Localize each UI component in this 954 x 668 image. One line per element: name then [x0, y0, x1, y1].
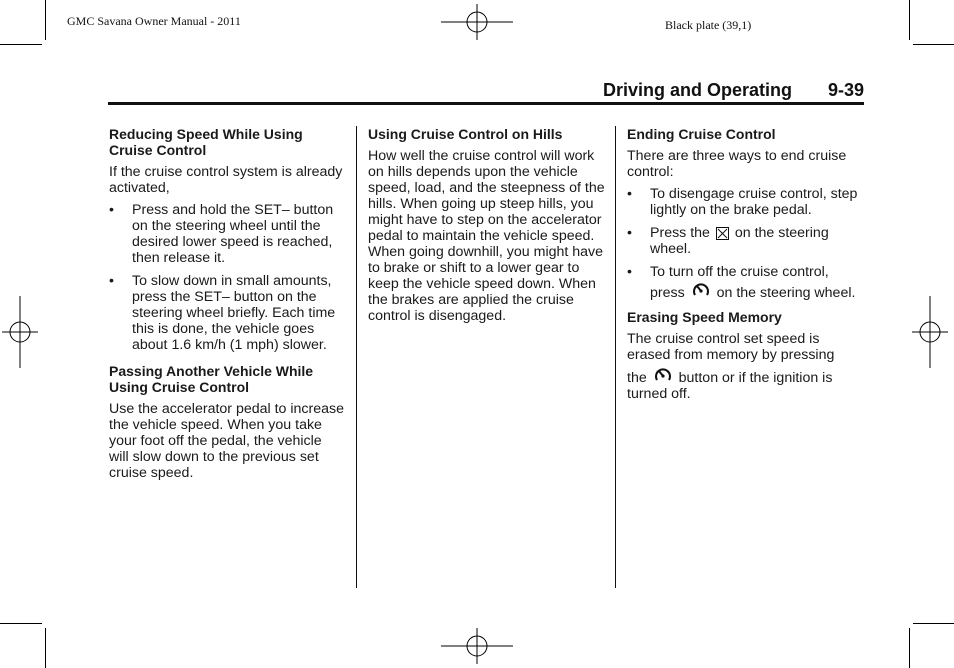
- registration-mark-icon: [441, 4, 513, 40]
- column-1: [109, 126, 345, 487]
- heading-reducing-speed: Reducing Speed While Using Cruise Control: [109, 126, 303, 158]
- cancel-x-icon: [716, 227, 729, 240]
- registration-mark-icon: [912, 296, 948, 368]
- plate-label: Black plate (39,1): [665, 18, 752, 32]
- heading-ending-cruise: Ending Cruise Control: [627, 126, 776, 142]
- crop-mark: [913, 44, 954, 45]
- bullet-list: [627, 186, 865, 301]
- heading-erasing-memory: Erasing Speed Memory: [627, 309, 782, 325]
- cruise-speedometer-icon: [653, 365, 673, 385]
- list-item: • To slow down in small amounts, press the SET– button on the steering wheel briefly. Each time this is done, the vehicle goes about 1.6 km/h (1 mph) slower.: [109, 273, 345, 353]
- column-divider: [615, 126, 616, 588]
- paragraph: [627, 365, 865, 402]
- cruise-speedometer-icon: [691, 280, 711, 300]
- page-number: 9-39: [828, 80, 865, 100]
- registration-mark-icon: [2, 296, 38, 368]
- registration-mark-icon: [441, 628, 513, 664]
- column-3: [627, 126, 865, 408]
- paragraph: Use the accelerator pedal to increase the vehicle speed. When you take your foot off the pedal, the vehicle will slow down to the previous set cruise speed.: [109, 401, 345, 481]
- document-title: GMC Savana Owner Manual - 2011: [67, 14, 241, 28]
- crop-mark: [45, 0, 46, 40]
- text-fragment: To turn off the cruise control, press: [650, 264, 829, 301]
- column-2: [368, 126, 606, 330]
- section-title: Driving and Operating: [603, 80, 793, 100]
- text-fragment: button or if the ignition is turned off.: [627, 370, 833, 402]
- crop-mark: [0, 44, 42, 45]
- list-item: [627, 225, 865, 257]
- text-fragment: on the steering wheel.: [650, 225, 829, 257]
- text-fragment: Press the: [650, 225, 710, 241]
- crop-mark: [45, 628, 46, 668]
- bullet-list: [109, 202, 345, 353]
- heading-hills: Using Cruise Control on Hills: [368, 126, 563, 142]
- paragraph: The cruise control set speed is erased from memory by pressing: [627, 331, 835, 363]
- paragraph: There are three ways to end cruise control:: [627, 148, 847, 180]
- paragraph: If the cruise control system is already activated,: [109, 164, 343, 196]
- crop-mark: [909, 628, 910, 668]
- text-fragment: the: [627, 370, 647, 386]
- list-item: • Press and hold the SET– button on the steering wheel until the desired lower speed is reached, then release it.: [109, 202, 345, 266]
- heading-passing-vehicle: Passing Another Vehicle While Using Cruise Control: [109, 363, 314, 395]
- list-item: [627, 264, 865, 301]
- crop-mark: [909, 0, 910, 40]
- crop-mark: [913, 623, 954, 624]
- column-divider: [356, 126, 357, 588]
- text-fragment: on the steering wheel.: [716, 285, 856, 301]
- paragraph: How well the cruise control will work on hills depends upon the vehicle speed, load, and the steepness of the hills. When going up steep hills, you might have to step on the accelerator pedal to maintain the vehicle speed. When going downhill, you might have to brake or shift to a lower gear to keep the vehicle speed down. When the brakes are applied the cruise control is disengaged.: [368, 148, 605, 324]
- header-rule: [108, 102, 864, 105]
- list-item: • To disengage cruise control, step lightly on the brake pedal.: [627, 186, 865, 218]
- crop-mark: [0, 623, 42, 624]
